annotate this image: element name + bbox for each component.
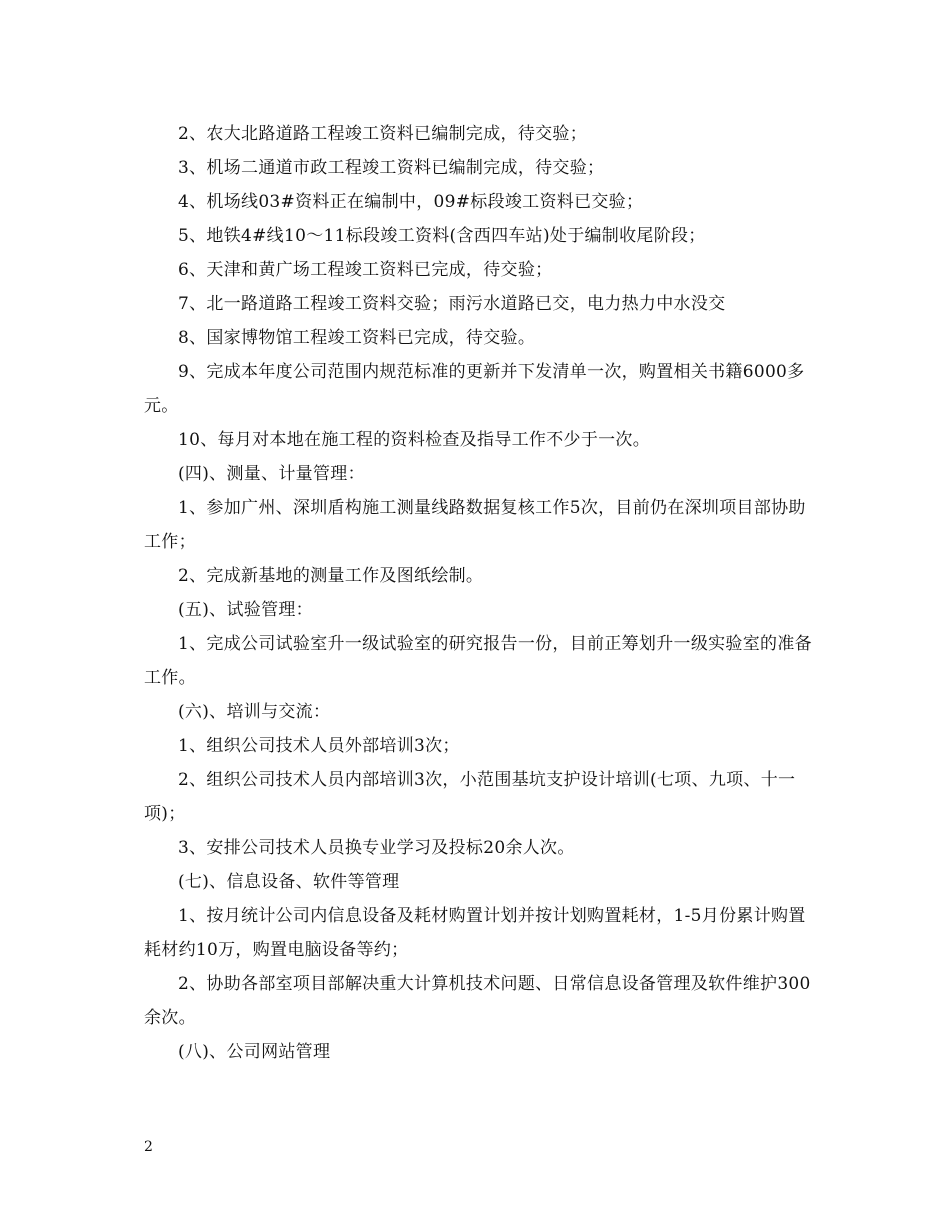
section-heading: (七)、信息设备、软件等管理: [178, 872, 400, 892]
paragraph: 2、农大北路道路工程竣工资料已编制完成，待交验；: [178, 124, 588, 144]
section-heading: (四)、测量、计量管理：: [178, 464, 365, 484]
paragraph: 5、地铁4#线10～11标段竣工资料(含西四车站)处于编制收尾阶段；: [178, 226, 706, 246]
paragraph: 2、协助各部室项目部解决重大计算机技术问题、日常信息设备管理及软件维护300余次。: [144, 974, 811, 1028]
paragraph: 1、参加广州、深圳盾构施工测量线路数据复核工作5次，目前仍在深圳项目部协助工作；: [144, 498, 806, 552]
paragraph: 2、完成新基地的测量工作及图纸绘制。: [178, 566, 484, 586]
page-number: 2: [144, 1139, 153, 1155]
section-heading: (五)、试验管理：: [178, 600, 313, 620]
paragraph: 3、机场二通道市政工程竣工资料已编制完成，待交验；: [178, 158, 605, 178]
paragraph: 8、国家博物馆工程竣工资料已完成，待交验。: [178, 328, 536, 348]
section-heading: (六)、培训与交流：: [178, 702, 331, 722]
paragraph: 1、组织公司技术人员外部培训3次；: [178, 736, 460, 756]
paragraph: 9、完成本年度公司范围内规范标准的更新并下发清单一次，购置相关书籍6000多元。: [144, 362, 805, 416]
paragraph: 1、按月统计公司内信息设备及耗材购置计划并按计划购置耗材，1-5月份累计购置耗材约10万，购置电脑设备等约；: [144, 906, 806, 960]
document-body: [144, 117, 812, 1069]
paragraph: 2、组织公司技术人员内部培训3次，小范围基坑支护设计培训(七项、九项、十一项)；: [144, 770, 796, 824]
paragraph: 1、完成公司试验室升一级试验室的研究报告一份，目前正筹划升一级实验室的准备工作。: [144, 634, 812, 688]
paragraph: 7、北一路道路工程竣工资料交验；雨污水道路已交，电力热力中水没交: [178, 294, 726, 314]
paragraph: 4、机场线03#资料正在编制中，09#标段竣工资料已交验；: [178, 192, 644, 212]
paragraph: 6、天津和黄广场工程竣工资料已完成，待交验；: [178, 260, 553, 280]
paragraph: 3、安排公司技术人员换专业学习及投标20余人次。: [178, 838, 575, 858]
section-heading: (八)、公司网站管理: [178, 1042, 331, 1062]
paragraph: 10、每月对本地在施工程的资料检查及指导工作不少于一次。: [178, 430, 651, 450]
